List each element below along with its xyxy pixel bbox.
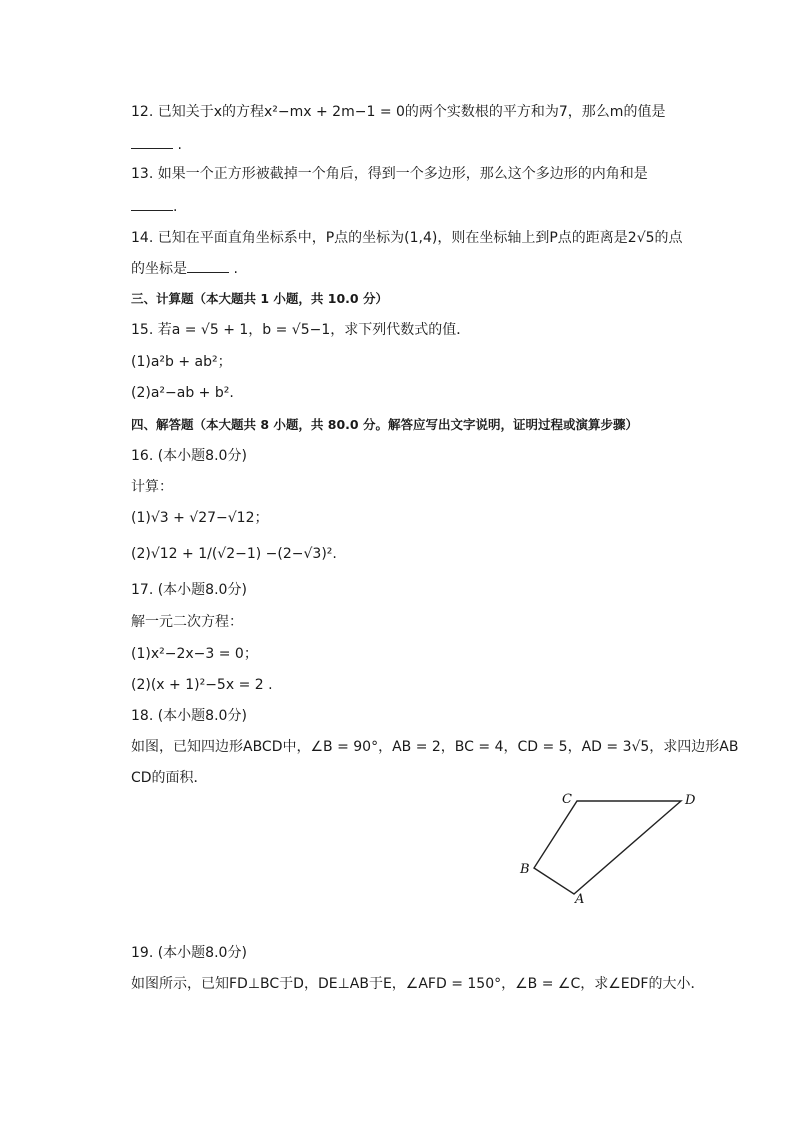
question-18-text: 如图，已知四边形ABCD中，∠B = 90°，AB = 2，BC = 4，CD = 5，AD = 3√5，求四边形AB bbox=[131, 739, 739, 755]
quadrilateral-figure bbox=[500, 782, 710, 912]
question-16-part-2: (2)√12 + 1/(√2−1) −(2−√3)². bbox=[131, 546, 337, 562]
section-3-heading: 三、计算题（本大题共 1 小题，共 10.0 分） bbox=[131, 291, 388, 306]
question-18-cont: CD的面积． bbox=[131, 770, 208, 786]
vertex-label-c: C bbox=[562, 792, 572, 807]
answer-blank bbox=[131, 134, 173, 149]
vertex-label-b: B bbox=[520, 862, 530, 877]
section-4-heading: 四、解答题（本大题共 8 小题，共 80.0 分。解答应写出文字说明，证明过程或演算步骤） bbox=[131, 417, 638, 432]
question-15-part-1: (1)a²b + ab²； bbox=[131, 354, 232, 370]
question-19-heading: 19. (本小题8.0分) bbox=[131, 945, 247, 961]
quadrilateral-abcd bbox=[534, 801, 681, 894]
question-15: 15. 若a = √5 + 1，b = √5−1，求下列代数式的值． bbox=[131, 322, 471, 338]
question-14 bbox=[131, 228, 683, 248]
vertex-label-a: A bbox=[575, 892, 585, 907]
question-19-text: 如图所示，已知FD⊥BC于D，DE⊥AB于E，∠AFD = 150°，∠B = ∠C，求∠EDF的大小． bbox=[131, 976, 705, 992]
question-17-intro: 解一元二次方程： bbox=[131, 614, 243, 630]
question-12-answer-line bbox=[131, 134, 182, 155]
answer-blank bbox=[187, 258, 229, 273]
vertex-label-d: D bbox=[685, 793, 696, 808]
question-14-cont bbox=[131, 258, 238, 279]
question-14-text: 14. 已知在平面直角坐标系中，P点的坐标为(1,4)，则在坐标轴上到P点的距离是2√5的点 bbox=[131, 230, 683, 246]
question-13 bbox=[131, 164, 648, 184]
question-18-heading: 18. (本小题8.0分) bbox=[131, 708, 247, 724]
question-12 bbox=[131, 102, 665, 122]
question-16-part-1: (1)√3 + √27−√12； bbox=[131, 510, 269, 526]
question-12-tail: . bbox=[173, 137, 182, 153]
question-17-part-2: (2)(x + 1)²−5x = 2 . bbox=[131, 677, 273, 693]
question-17-heading: 17. (本小题8.0分) bbox=[131, 582, 247, 598]
question-13-text: 13. 如果一个正方形被截掉一个角后，得到一个多边形，那么这个多边形的内角和是 bbox=[131, 166, 648, 182]
question-15-part-2: (2)a²−ab + b². bbox=[131, 385, 234, 401]
question-13-answer-line bbox=[131, 196, 177, 217]
answer-blank bbox=[131, 196, 173, 211]
question-14-tail: . bbox=[229, 261, 238, 277]
question-12-text: 12. 已知关于x的方程x²−mx + 2m−1 = 0的两个实数根的平方和为7，那么m的值是 bbox=[131, 104, 666, 120]
question-13-tail: . bbox=[173, 199, 178, 215]
question-16-heading: 16. (本小题8.0分) bbox=[131, 448, 247, 464]
question-16-intro: 计算： bbox=[131, 479, 173, 495]
question-17-part-1: (1)x²−2x−3 = 0； bbox=[131, 646, 258, 662]
question-14-cont-text: 的坐标是 bbox=[131, 261, 187, 277]
